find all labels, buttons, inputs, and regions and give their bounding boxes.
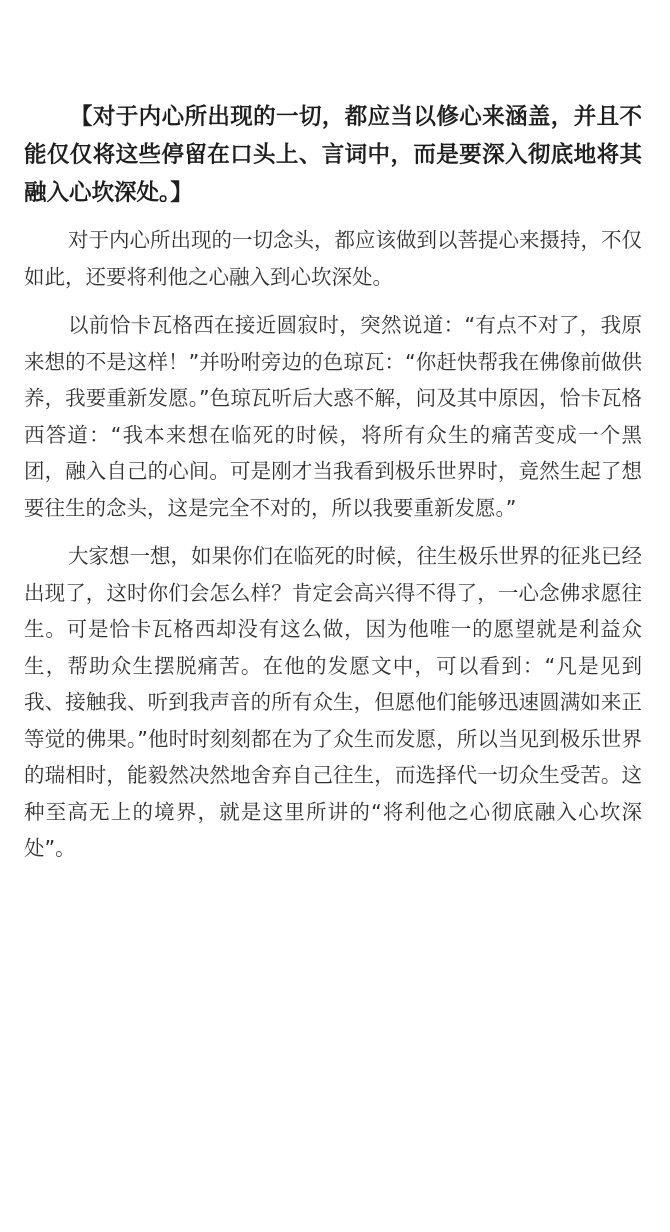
- paragraph-3: 大家想一想，如果你们在临死的时候，往生极乐世界的征兆已经出现了，这时你们会怎么样？肯定会高兴得不得了，一心念佛求愿往生。可是恰卡瓦格西却没有这么做，因为他唯一的愿望就是利益众生，帮助众生摆脱痛苦。在他的发愿文中，可以看到：“凡是见到我、接触我、听到我声音的所有众生，但愿他们能够迅速圆满如来正等觉的佛果。”他时时刻刻都在为了众生而发愿，所以当见到极乐世界的瑞相时，能毅然决然地舍弃自己往生，而选择代一切众生受苦。这种至高无上的境界，就是这里所讲的“将利他之心彻底融入心坎深处”。: [24, 544, 642, 860]
- root-verse: 【对于内心所出现的一切，都应当以修心来涵盖，并且不能仅仅将这些停留在口头上、言词中，而是要深入彻底地将其融入心坎深处。】: [24, 104, 642, 206]
- article-body: [24, 98, 642, 879]
- paragraph-2: 以前恰卡瓦格西在接近圆寂时，突然说道：“有点不对了，我原来想的不是这样！”并吩咐旁边的色琼瓦：“你赶快帮我在佛像前做供养，我要重新发愿。”色琼瓦听后大惑不解，问及其中原因，恰卡瓦格西答道：“我本来想在临死的时候，将所有众生的痛苦变成一个黑团，融入自己的心间。可是刚才当我看到极乐世界时，竟然生起了想要往生的念头，这是完全不对的，所以我要重新发愿。”: [24, 313, 642, 520]
- paragraph-1: 对于内心所出现的一切念头，都应该做到以菩提心来摄持，不仅如此，还要将利他之心融入到心坎深处。: [24, 228, 642, 289]
